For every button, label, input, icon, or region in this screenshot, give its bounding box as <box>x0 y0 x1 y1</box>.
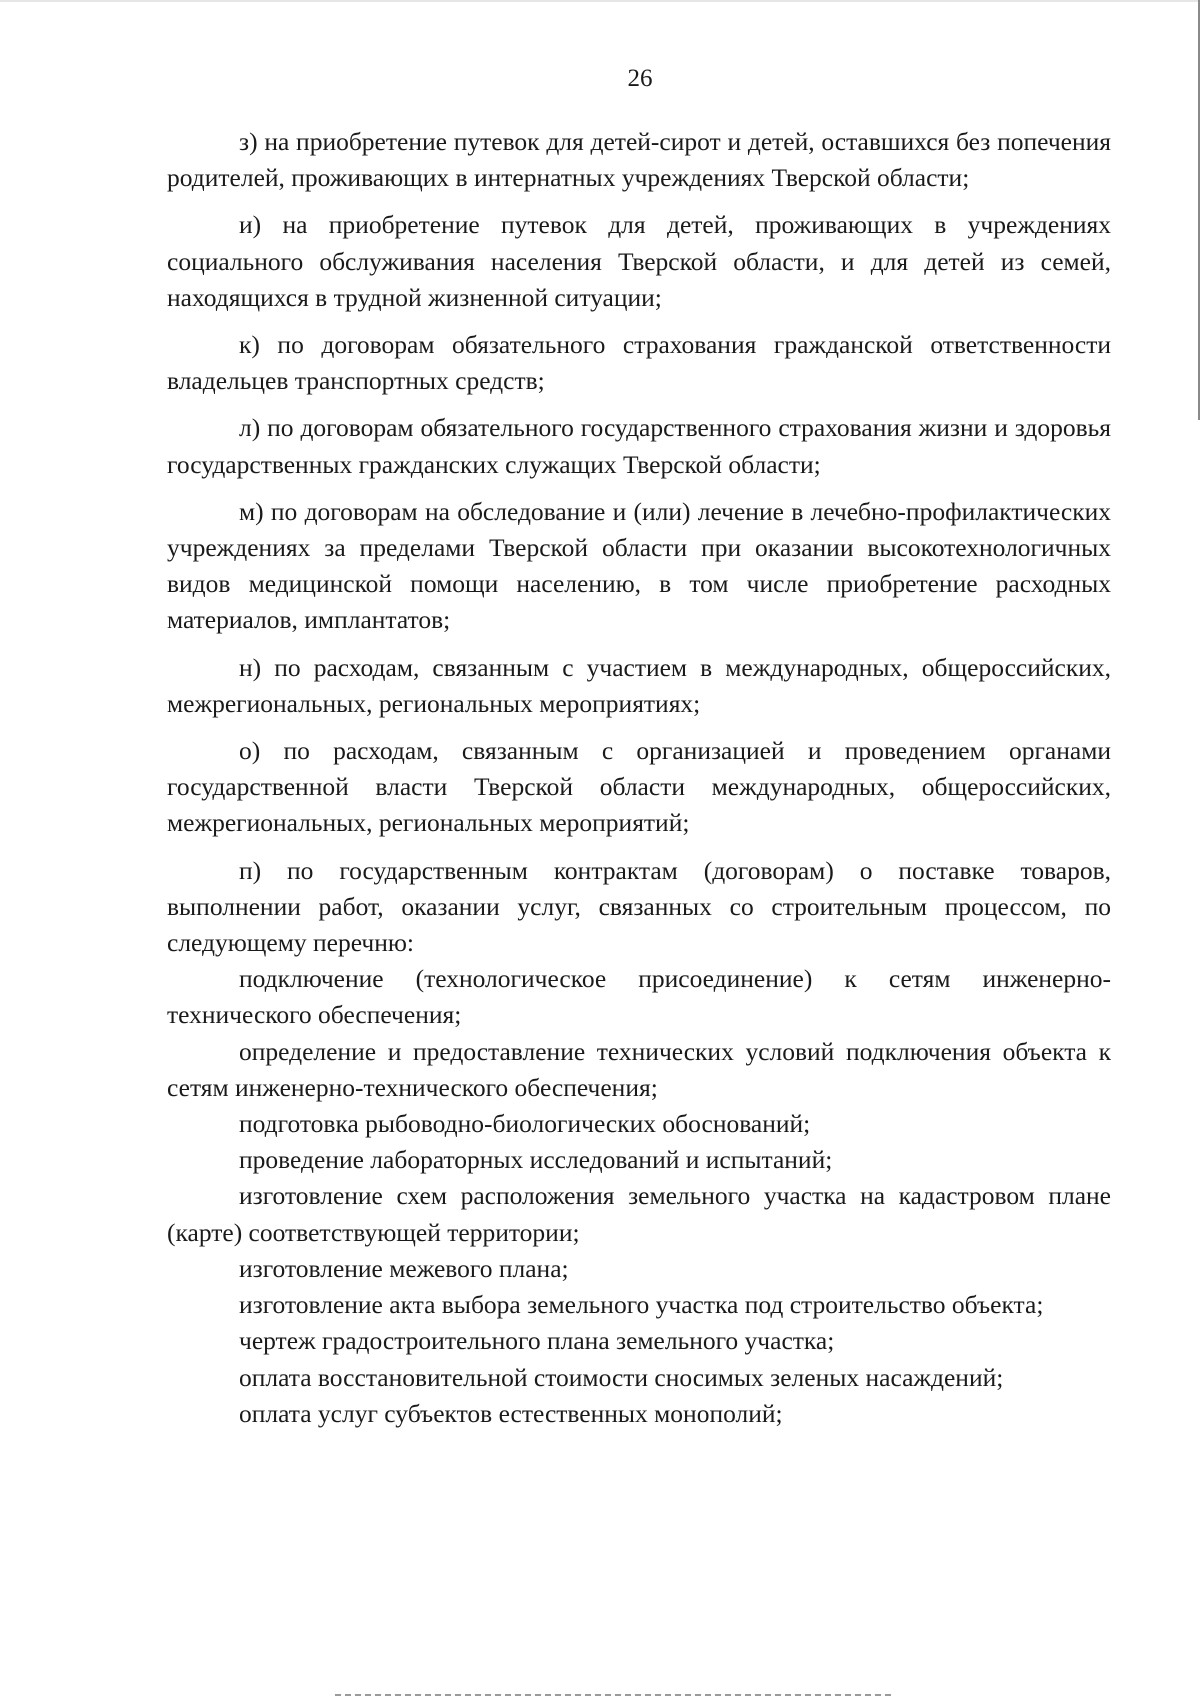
list-item: подключение (технологическое присоединение) к сетям инженерно-технического обеспечения; <box>167 964 1111 1030</box>
document-body <box>167 124 1111 1432</box>
paragraph-n: н) по расходам, связанным с участием в международных, общероссийских, межрегиональных, региональных мероприятиях; <box>167 652 1111 718</box>
list-item: чертеж градостроительного плана земельного участка; <box>239 1326 835 1356</box>
scan-edge-top <box>0 0 1200 2</box>
list-item: определение и предоставление технических условий подключения объекта к сетям инженерно-технического обеспечения; <box>167 1036 1111 1102</box>
paragraph-m: м) по договорам на обследование и (или) лечение в лечебно-профилактических учреждениях за пределами Тверской области при оказании высокотехнологичных видов медицинской помощи населению, в том числе приобретение расходных материалов, имплантатов; <box>167 496 1111 635</box>
list-item: проведение лабораторных исследований и испытаний; <box>239 1145 833 1175</box>
page-number: 26 <box>627 65 653 92</box>
list-item: оплата услуг субъектов естественных монополий; <box>239 1398 783 1428</box>
paragraph-k: к) по договорам обязательного страхования гражданской ответственности владельцев транспортных средств; <box>167 330 1111 396</box>
paragraph-l: л) по договорам обязательного государственного страхования жизни и здоровья государственных гражданских служащих Тверской области; <box>167 413 1111 479</box>
list-item: изготовление акта выбора земельного участка под строительство объекта; <box>239 1290 1044 1320</box>
paragraph-o: о) по расходам, связанным с организацией и проведением органами государственной власти Тверской области международных, общероссийских, межрегиональных, региональных мероприятий; <box>167 736 1111 838</box>
paragraph-i: и) на приобретение путевок для детей, проживающих в учреждениях социального обслуживания населения Тверской области, и для детей из семей, находящихся в трудной жизненной ситуации; <box>167 210 1111 312</box>
list-item: подготовка рыбоводно-биологических обоснований; <box>239 1109 811 1139</box>
list-item: изготовление схем расположения земельного участка на кадастровом плане (карте) соответствующей территории; <box>167 1181 1111 1247</box>
list-item: изготовление межевого плана; <box>239 1253 569 1283</box>
paragraph-p: п) по государственным контрактам (договорам) о поставке товаров, выполнении работ, оказании услуг, связанных со строительным процессом, по следующему перечню: <box>167 855 1111 958</box>
paragraph-z: з) на приобретение путевок для детей-сирот и детей, оставшихся без попечения родителей, проживающих в интернатных учреждениях Тверской области; <box>167 127 1111 193</box>
scan-edge-bottom <box>335 1694 895 1696</box>
list-item: оплата восстановительной стоимости сносимых зеленых насаждений; <box>239 1362 1004 1392</box>
